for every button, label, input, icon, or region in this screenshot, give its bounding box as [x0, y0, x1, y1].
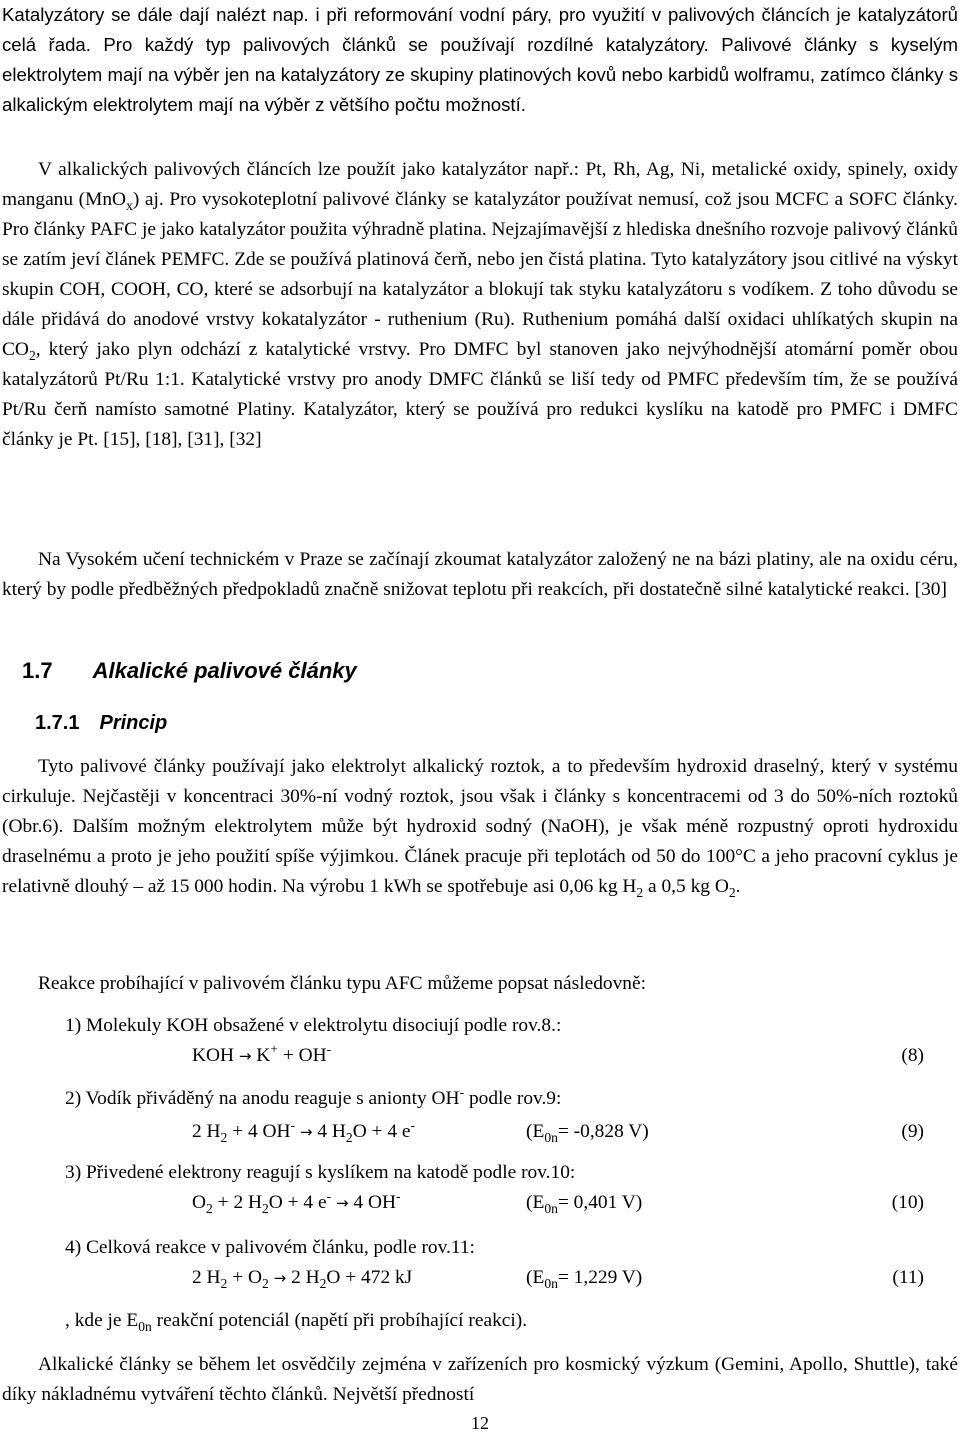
- reaction-3-intro: 3) Přivedené elektrony reagují s kyslíkem na katodě podle rov.10:: [65, 1162, 576, 1183]
- equation-11: 2 $H_2 + O_2 \to 2$ $H_2O + 472$ kJ: [192, 1267, 413, 1291]
- document-page: [2, 0, 958, 1438]
- section-number: 1.7: [22, 658, 53, 683]
- reaction-2-intro: 2) Vodík přiváděný na anodu reaguje s anionty OH- podle rov.9:: [65, 1084, 562, 1109]
- paragraph-space-use: Alkalické články se během let osvědčily zejména v zařízeních pro kosmický výzkum (Gemini, Apollo, Shuttle), také díky nákladnému vytváření těchto článků. Největší předností: [2, 1354, 958, 1405]
- equation-number-10: (10): [891, 1192, 924, 1213]
- p2-text-a: V alkalických palivových článcích lze použít jako katalyzátor např.: Pt, Rh, Ag, Ni, metalické oxidy, spinely, oxidy manganu (MnO: [2, 159, 958, 210]
- paragraph-alkaline-catalysts: [2, 155, 958, 455]
- e0n-note: , kde je $E_{0n}$ reakční potenciál (napětí při probíhající reakci).: [65, 1310, 528, 1334]
- reaction-4-intro: 4) Celková reakce v palivovém článku, podle rov.11:: [65, 1237, 475, 1258]
- page-number: 12: [471, 1413, 489, 1433]
- equation-8: KOH → K+ + OH-: [192, 1041, 332, 1066]
- subsection-title: Princip: [99, 712, 168, 734]
- paragraph-cerium-research: Na Vysokém učení technickém v Praze se začínají zkoumat katalyzátor založený ne na bázi platiny, ale na oxidu céru, který by podle předběžných předpokladů značně snižovat teplotu při reakcích, při dostatečně silné katalytické reakci. [30]: [2, 549, 958, 600]
- section-title: Alkalické palivové články: [92, 658, 357, 683]
- section-heading-1-7: [22, 658, 357, 684]
- equation-9: 2 $H_2 + 4$ OH- → 4 $H_2O + 4$ e-: [192, 1117, 416, 1145]
- p2-text-b: ) aj. Pro vysokoteplotní palivové články se katalyzátor používat nemusí, což jsou MCFC a SOFC články. Pro články PAFC je jako katalyzátor použita výhradně platina. Nejzajímavější z hlediska dnešního rozvoje palivový článků se zatím jeví článek PEMFC. Zde se používá platinová čerň, nebo jen čistá platina. Tyto katalyzátory jsou citlivé na výskyt skupin COH, COOH, CO, které se adsorbují na katalyzátor a blokují tak styku katalyzátoru s vodíkem. Z toho důvodu se dále přidává do anodové vrstvy kokatalyzátor - ruthenium (Ru). Ruthenium pomáhá další oxidaci uhlíkatých skupin na CO: [2, 189, 958, 360]
- paragraph-principle: Tyto palivové články používají jako elektrolyt alkalický roztok, a to především hydroxid draselný, který v systému cirkuluje. Nejčastěji v koncentraci 30%-ní vodný roztok, jsou však i články s koncentracemi od 3 do 50%-ních roztoků (Obr.6). Dalším možným elektrolytem může být hydroxid sodný (NaOH), je však méně rozpustný oproti hydroxidu draselnému a proto je jeho použití spíše výjimkou. Článek pracuje při teplotách od 50 do 100°C a jeho pracovní cyklus je relativně dlouhý – až 15 000 hodin. Na výrobu 1 kWh se spotřebuje asi 0,06 kg $H_2$ a 0,5 kg $O_2$.: [2, 756, 958, 900]
- subsection-heading-1-7-1: [35, 712, 167, 735]
- reaction-1-intro: 1) Molekuly KOH obsažené v elektrolytu disociují podle rov.8.:: [65, 1015, 562, 1036]
- equation-number-9: (9): [901, 1121, 924, 1142]
- potential-11: ($E_{0n}= 1,229$ V): [526, 1267, 643, 1291]
- equation-10: $O_2 + 2$ $H_2O + 4$ e- → 4 OH-: [192, 1188, 401, 1216]
- p2-text-c: , který jako plyn odchází z katalytické vrstvy. Pro DMFC byl stanoven jako nejvýhodnější atomární poměr obou katalyzátorů Pt/Ru 1:1. Katalytické vrstvy pro anody DMFC článků se liší tedy od PMFC především tím, že se používá Pt/Ru čerň namísto samotné Platiny. Katalyzátor, který se používá pro redukci kyslíku na katodě pro PMFC i DMFC články je Pt. [15], [18], [31], [32]: [2, 339, 958, 450]
- potential-10: ($E_{0n}= 0,401$ V): [526, 1192, 643, 1216]
- paragraph-reactions-intro: Reakce probíhající v palivovém článku typu AFC můžeme popsat následovně:: [38, 973, 646, 994]
- equation-number-8: (8): [901, 1045, 924, 1066]
- equation-number-11: (11): [892, 1267, 924, 1288]
- p2-sub-x: x: [126, 197, 133, 213]
- potential-9: ($E_{0n}= -0,828$ V): [526, 1121, 649, 1145]
- p2-sub-2: 2: [28, 347, 36, 363]
- paragraph-catalysts-intro: Katalyzátory se dále dají nalézt nap. i při reformování vodní páry, pro využití v palivových článcích je katalyzátorů celá řada. Pro každý typ palivových článků se používají rozdílné katalyzátory. Palivové články s kyselým elektrolytem mají na výběr jen na katalyzátory ze skupiny platinových kovů nebo karbidů wolframu, zatímco články s alkalickým elektrolytem mají na výběr z většího počtu možností.: [2, 4, 958, 115]
- subsection-number: 1.7.1: [35, 712, 80, 734]
